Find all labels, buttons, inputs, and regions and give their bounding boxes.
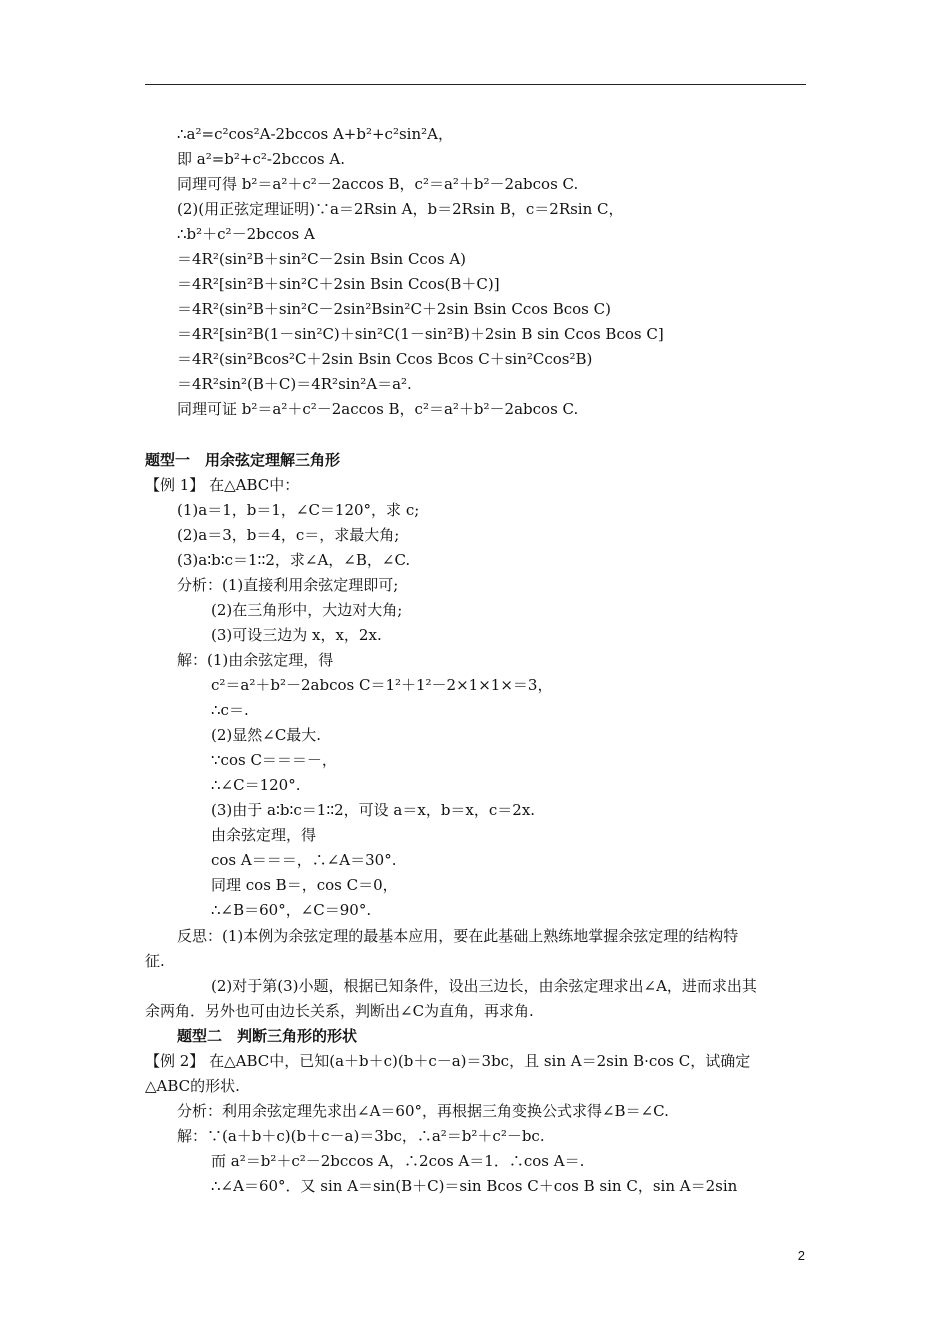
text-line: △ABC的形状. [145, 1077, 240, 1095]
text-line: ∴∠C＝120°. [211, 776, 301, 794]
text-line: ∴b²＋c²－2bccos A [177, 225, 315, 243]
text-line: 由余弦定理，得 [211, 826, 317, 844]
text-line: ＝4R²[sin²B＋sin²C＋2sin Bsin Ccos(B＋C)] [177, 275, 500, 293]
example-title: 【例 1】 在△ABC中： [145, 476, 300, 494]
page-number: 2 [797, 1248, 805, 1263]
analysis-line: 分析：(1)直接利用余弦定理即可; [177, 576, 399, 594]
text-line: (2)显然∠C最大. [211, 726, 322, 744]
solution-line: 解：(1)由余弦定理，得 [177, 651, 334, 669]
text-line: 而 a²＝b²＋c²－2bccos A，∴2cos A＝1．∴cos A＝. [211, 1152, 585, 1170]
text-line: (3)可设三边为 x，x，2x. [211, 626, 382, 644]
header-rule [145, 84, 806, 85]
text-line: (2)a＝3，b＝4，c＝，求最大角; [177, 526, 400, 544]
text-line: 征. [145, 952, 165, 970]
text-line: ∴∠B＝60°，∠C＝90°. [211, 901, 372, 919]
example-title: 【例 2】 在△ABC中，已知(a＋b＋c)(b＋c－a)＝3bc，且 sin A＝2sin B·cos C，试确定 [145, 1052, 751, 1070]
text-line: ＝4R²(sin²B＋sin²C－2sin Bsin Ccos A) [177, 250, 467, 268]
section-heading: 题型二 判断三角形的形状 [177, 1027, 358, 1045]
text-line: 即 a²=b²+c²-2bccos A. [177, 150, 346, 168]
text-line: cos A＝＝＝，∴∠A＝30°. [211, 851, 397, 869]
text-line: ＝4R²sin²(B＋C)＝4R²sin²A＝a². [177, 375, 412, 393]
reflection-line: 反思：(1)本例为余弦定理的最基本应用，要在此基础上熟练地掌握余弦定理的结构特 [177, 927, 739, 945]
text-line: ＝4R²[sin²B(1－sin²C)＋sin²C(1－sin²B)＋2sin B sin Ccos Bcos C] [177, 325, 664, 343]
analysis-line: 分析：利用余弦定理先求出∠A＝60°，再根据三角变换公式求得∠B＝∠C. [177, 1102, 669, 1120]
text-line: 同理 cos B＝，cos C＝0， [211, 876, 398, 894]
text-line: 同理可证 b²＝a²＋c²－2accos B，c²＝a²＋b²－2abcos C. [177, 400, 579, 418]
solution-line: 解：∵(a＋b＋c)(b＋c－a)＝3bc，∴a²＝b²＋c²－bc. [177, 1127, 545, 1145]
text-line: (2)(用正弦定理证明)∵a＝2Rsin A，b＝2Rsin B，c＝2Rsin C， [177, 200, 624, 218]
section-heading: 题型一 用余弦定理解三角形 [145, 451, 341, 469]
text-line: ∴a²=c²cos²A-2bccos A+b²+c²sin²A， [177, 125, 453, 143]
text-line: (1)a＝1，b＝1，∠C＝120°，求 c; [177, 501, 420, 519]
text-line: (3)a∶b∶c＝1∶∶2，求∠A，∠B，∠C. [177, 551, 411, 569]
text-line: ∴c＝. [211, 701, 249, 719]
text-line: (2)在三角形中，大边对大角; [211, 601, 403, 619]
text-line: ＝4R²(sin²B＋sin²C－2sin²Bsin²C＋2sin Bsin Ccos Bcos C) [177, 300, 611, 318]
text-line: (2)对于第(3)小题，根据已知条件，设出三边长，由余弦定理求出∠A，进而求出其 [211, 977, 757, 995]
text-line: ∵cos C＝＝＝－， [211, 751, 337, 769]
text-line: 同理可得 b²＝a²＋c²－2accos B，c²＝a²＋b²－2abcos C. [177, 175, 579, 193]
text-line: ∴∠A＝60°．又 sin A＝sin(B＋C)＝sin Bcos C＋cos B sin C，sin A＝2sin [211, 1177, 738, 1195]
text-line: (3)由于 a∶b∶c＝1∶∶2，可设 a＝x，b＝x，c＝2x. [211, 801, 536, 819]
text-line: 余两角．另外也可由边长关系，判断出∠C为直角，再求角. [145, 1002, 534, 1020]
text-line: c²＝a²＋b²－2abcos C＝1²＋1²－2×1×1×＝3， [211, 676, 553, 694]
text-line: ＝4R²(sin²Bcos²C＋2sin Bsin Ccos Bcos C＋sin²Ccos²B) [177, 350, 593, 368]
